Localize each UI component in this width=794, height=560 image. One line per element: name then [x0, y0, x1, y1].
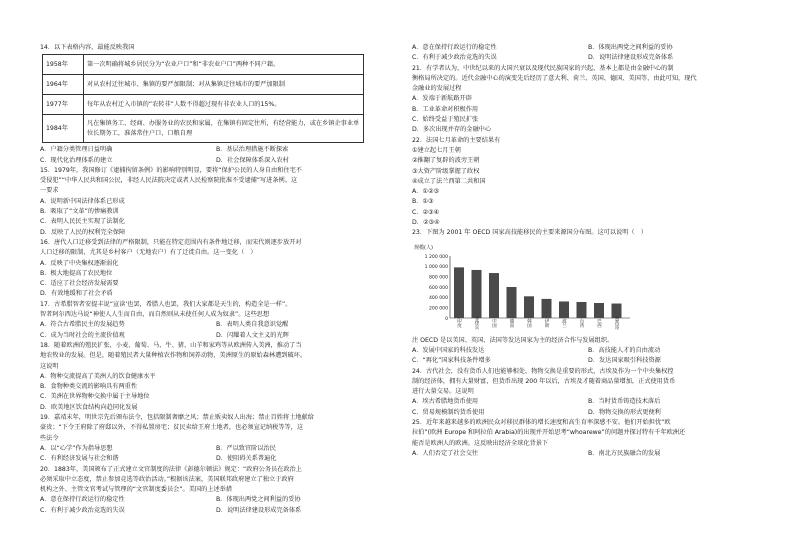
chart-bar [454, 267, 464, 318]
table-row [43, 115, 364, 143]
chart-bar [594, 303, 604, 318]
question-stem: 19．嘉靖末年，明世宗先后颁布法令，包括限制奢靡之风；禁止贩卖奴人出海；禁止百姓将土地献给 [40, 414, 314, 422]
option-row [412, 346, 764, 356]
question-stem: 制的经济体，拥有大量财富，但货币出现 200 年以后，古埃及才随着商品量增加，正式使用货币 [412, 377, 676, 385]
x-tick-label: 韩国 [526, 318, 532, 328]
table-year-cell: 1958年 [43, 55, 84, 75]
question-stem: 25．近年来越来越多的欧洲民众对移民群体的增长速度和高生育率深感不安。他们开始担忧“欧 [412, 419, 671, 427]
answer-option: C．表明人民民主实现了法制化 [40, 218, 125, 226]
option-row [40, 506, 392, 516]
option-row [412, 43, 764, 53]
answer-option: B．食物种类交流的影响具有两重性 [40, 383, 138, 391]
answer-option: D．社会保障体系深入农村 [216, 156, 289, 164]
table-text-cell: 每年从农村迁入市镇的“农转非”人数不得超过现有非农业人口的15%。 [84, 95, 364, 115]
question-stem: 地农牧业的发展。但是，随着殖民者大量种植农作物和饲养动物，美洲原生的原始森林遭到破坏。 [40, 352, 307, 360]
answer-option: C．现代化治理体系的建立 [40, 156, 113, 164]
question-stem: 一要求 [40, 187, 59, 195]
question-stem: 金融业的发展过程 [412, 85, 462, 93]
list-item: ③大资产阶级掌握了政权 [412, 167, 480, 175]
question-stem: 24．古代社会，没有货币人们也能够相处，物物交换是重要的形式，古埃及作为一个中央集权控 [412, 367, 674, 375]
chart-bar [542, 299, 552, 318]
answer-option: D．反映了人民的权利完全保障 [40, 228, 126, 236]
answer-option: A．户籍分类管理日益明确 [40, 146, 113, 154]
answer-option: A．发端于新航路开辟 [412, 95, 472, 103]
x-tick-label: 台湾 [579, 318, 584, 328]
answer-option: D．欧美地区饮食结构向趋同化发展 [40, 403, 138, 411]
table-year-cell: 1964年 [43, 75, 84, 95]
answer-option: B．体现出两党之间利益的妥协 [216, 496, 301, 504]
x-tick-label: 伊朗 [544, 318, 549, 328]
answer-option: C．美洲在世界物种交换中属于主导地位 [40, 393, 150, 401]
answer-option: C．有利于减少政治竞选的失误 [40, 506, 125, 514]
question-stem: 21．有学者认为，中世纪以来的大国兴衰以及现代民族国家的兴起，基本上都是由金融中心的制 [412, 64, 674, 72]
question-stem: 豪贵；“下令王府除了府邸以外，不得私置房宅；贫民卖给王府土地者，也必须宣记纳税等等，这 [40, 424, 304, 432]
answer-option: C．②③④ [412, 208, 440, 216]
question-stem: 拉伯”(欧洲 Europe 和阿拉伯 Arabia)的出现并开始思考“whoarewe”的问题并探讨特有千年欧洲还 [412, 429, 686, 437]
option-row [412, 356, 764, 366]
answer-option: A．意在保持行政运行的稳定性 [412, 44, 497, 51]
chart-bar [524, 296, 534, 318]
table-text-cell: 第一次明确将城乡居民分为“农业户口”和“非农业户口”两种不同户籍。 [84, 55, 364, 75]
answer-option: A．以“心学”作为指导思想 [40, 444, 113, 452]
right-column [412, 0, 764, 459]
answer-option: B．①③ [412, 198, 434, 206]
answer-option: C．有利经济发展与社会和谐 [40, 455, 119, 463]
answer-option: D．说明法律建设形成完备体系 [588, 54, 674, 62]
table-year-cell: 1977年 [43, 95, 84, 115]
x-tick-label: 菲律宾 [474, 316, 479, 330]
question-stem: 机构之外、主管文官考试与管理的“文官制度委员会”。美国的上述举措 [40, 486, 233, 494]
question-stem: 人口迁移的限制，尤其是乡村客户（无地农户）有了迁徙自由。这一变化（ ） [40, 249, 257, 257]
question-stem: 衡格局所决定的。近代金融中心的演变先后经历了意大利、荷兰、英国、德国、美国等，由此可知，现代 [412, 74, 697, 82]
answer-option: B．南北方民族融合的发展 [588, 449, 661, 457]
chart-bar [559, 301, 569, 318]
answer-option: D．多次出现并存的金融中心 [412, 126, 492, 134]
table-row [43, 55, 364, 75]
question-stem: 18．随着欧洲的殖民扩张，小麦、葡萄、马、牛、猪、山羊和家鸡等从欧洲传入美洲，推动了当 [40, 341, 302, 349]
option-row [412, 449, 764, 459]
question-stem: 15．1979年，我国修订《逮捕拘留条例》的影响特别明显，要将“保护公民的人身自由和住宅不 [40, 166, 302, 174]
question-stem: 必须采取中立态度，禁止参加竞选等政治活动。”根据该法案，美国联邦政府建立了独立于政府 [40, 475, 294, 483]
answer-option: C．“再化”国家科技条件增多 [412, 357, 491, 365]
chart-bar [507, 287, 517, 318]
answer-option: A．说明新中国法律体系已形成 [40, 197, 125, 205]
list-item: ①建立起七月王朝 [412, 146, 461, 154]
question-stem: 这说明 [40, 362, 59, 370]
answer-option: B．当时货币铸造技术落后 [588, 398, 661, 406]
answer-option: B．吸取了“文革”的惨痛教训 [40, 208, 119, 216]
answer-option: C．贸易规模制约货币使用 [412, 408, 485, 416]
y-tick-label: 1 200 000 [424, 254, 448, 260]
option-row [40, 156, 392, 166]
bar-chart [412, 242, 764, 334]
answer-option: A．人们否定了社会交往 [412, 449, 479, 457]
answer-option: C．始终受益于殖民扩张 [412, 116, 479, 124]
question-stem: 22．法国七月革命的主要结果有 [412, 136, 501, 144]
y-tick-label: 0 [445, 316, 448, 322]
left-column [40, 0, 392, 516]
answer-option: D．说明法律建设形成完备体系 [216, 506, 302, 514]
y-tick-label: 600 000 [429, 285, 448, 291]
option-row [40, 145, 392, 155]
question-stem: 受侵犯”“中华人民共和国公民，非经人民法院决定或者人民检察院批准不受逮捕”写进条例。这 [40, 177, 298, 185]
answer-option: A．埃古希腊地货币使用 [412, 398, 479, 406]
chart-bar [489, 273, 499, 318]
table-year-cell: 1984年 [43, 115, 84, 143]
option-row [40, 331, 392, 341]
x-tick-label: 波兰 [561, 318, 567, 328]
list-item: ④成立了法兰西第二共和国 [412, 177, 486, 185]
answer-option: A．反映了中央集权逐渐弱化 [40, 259, 119, 267]
chart-note: 注 OECD 是以美国、英国、法国等发达国家为主的经济合作与发展组织。 [412, 336, 614, 344]
answer-option: A．发展中国家的科技发达 [412, 346, 485, 354]
chart-bar [577, 302, 587, 318]
answer-option: D．有效地缓和了社会矛盾 [40, 290, 113, 298]
chart-svg [412, 242, 642, 334]
option-row [412, 408, 764, 418]
answer-option: D．②③④ [412, 219, 440, 227]
answer-option: C．成为当时社会的主流价值观 [40, 331, 125, 339]
answer-option: B．体现出两党之间利益的妥协 [588, 44, 673, 51]
question-stem: 17．古希腊智者安提丰说“宣读‘也罢，希腊人也罢，我们大家都是天生的，构造全是一样”。 [40, 300, 292, 308]
table-row [43, 75, 364, 95]
option-row [412, 53, 764, 63]
x-tick-label: 巴西 [596, 318, 602, 328]
answer-option: A．意在保持行政运行的稳定性 [40, 496, 125, 504]
answer-option: A．符合古希腊民主的发展趋势 [40, 321, 125, 329]
y-tick-label: 800 000 [429, 275, 448, 281]
x-tick-label: 中国 [491, 318, 497, 328]
question-stem: 些法令 [40, 434, 59, 442]
answer-option: B．极大地提高了农民地位 [40, 269, 113, 277]
question-stem: 20．1883年，美国颁布了正式建立文官制度的法律《彭德尔顿法》规定：“政府公务员在政治上 [40, 465, 302, 473]
option-row [40, 320, 392, 330]
y-tick-label: 200 000 [429, 306, 448, 312]
table-row [43, 95, 364, 115]
answer-option: D．使阻碍关系普遍化 [216, 455, 277, 463]
answer-option: A．①②③ [412, 188, 440, 196]
table-text-cell: 凡在集镇务工、经商、办服务业的农民和家属，在集镇有固定住所，有经营能力，或在乡镇企事业单位长期务工，准落常住户口，口粮自理 [84, 115, 364, 143]
option-row [412, 397, 764, 407]
question-stem: 16．唐代人口迁移受到法律的严格限制，只能在特定范围内有条件地迁移，而宋代则逐步放开对 [40, 238, 302, 246]
answer-option: D．物物交换的形式更便利 [588, 408, 661, 416]
y-axis-label: 规模(人) [414, 244, 433, 251]
x-tick-label: 越南 [509, 318, 514, 328]
answer-option: C．适应了社会经济发展需要 [40, 280, 119, 288]
x-tick-label: 印度 [456, 318, 462, 328]
chart-bar [472, 270, 482, 318]
option-row [40, 495, 392, 505]
answer-option: D．发达国家吸引科技资源 [588, 357, 661, 365]
answer-option: B．表明人类自我意识觉醒 [216, 321, 289, 329]
x-tick-label: 墨西哥 [614, 316, 619, 330]
answer-option: B．严以致官阶以治民 [216, 444, 276, 452]
answer-option: D．闪耀着人文主义的光辉 [216, 331, 289, 339]
answer-option: B．基层治理措施不断探索 [216, 146, 289, 154]
answer-option: C．有利于减少政治竞选的失误 [412, 54, 497, 62]
question-stem: 23．下图为 2001 年 OECD 国家高技能移民的主要来源国分布图。这可以说明（ ） [412, 229, 647, 237]
option-row [40, 454, 392, 464]
answer-option: B．高技能人才的自由流动 [588, 346, 661, 354]
answer-option: A．物种交流提高了美洲人的饮食健康水平 [40, 372, 156, 380]
option-row [40, 444, 392, 454]
y-tick-label: 1 000 000 [424, 264, 448, 270]
answer-option: B．工业革命对积极作用 [412, 105, 479, 113]
table-text-cell: 对从农村迁往城市、集镇的要严加限制；对从集镇迁往城市的要严加限制 [84, 75, 364, 95]
list-item: ②推翻了复辟的波旁王朝 [412, 157, 480, 165]
y-tick-label: 400 000 [429, 295, 448, 301]
question-stem: 14．以下表格内容，最能反映我国 [40, 44, 135, 51]
policy-table [42, 54, 364, 143]
question-stem: 能否是欧洲人的欧洲。这反映出经济全球化背景下 [412, 439, 549, 447]
question-stem: 进行大量交易。这说明 [412, 388, 474, 396]
question-stem: 智者阿尔西达马说“神使人人生而自由，而自然则从未使任何人成为奴隶”。这些思想 [40, 311, 270, 319]
